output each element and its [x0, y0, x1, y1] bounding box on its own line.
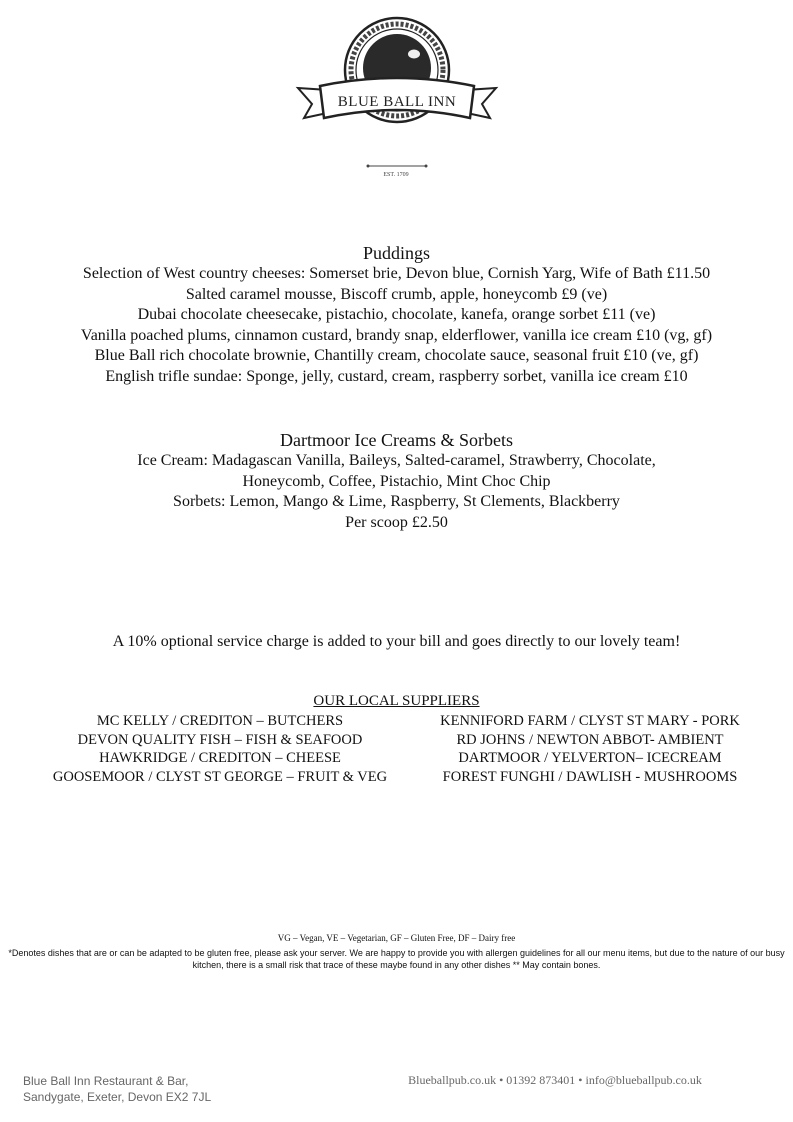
suppliers-left-column — [20, 712, 420, 786]
dietary-legend: VG – Vegan, VE – Vegetarian, GF – Gluten Free, DF – Dairy free — [277, 933, 516, 943]
ice-cream-line: Ice Cream: Madagascan Vanilla, Baileys, Salted-caramel, Strawberry, Chocolate, — [137, 452, 656, 469]
puddings-heading: Puddings — [362, 243, 431, 263]
menu-item: Salted caramel mousse, Biscoff crumb, apple, honeycomb £9 (ve) — [185, 285, 608, 303]
supplier-item: RD JOHNS / NEWTON ABBOT- AMBIENT — [456, 731, 724, 748]
supplier-item: KENNIFORD FARM / CLYST ST MARY - PORK — [440, 713, 740, 729]
blue-ball-inn-logo — [290, 8, 504, 188]
supplier-item: FOREST FUNGHI / DAWLISH - MUSHROOMS — [442, 768, 738, 785]
established-date: EST. 1709 — [383, 172, 409, 178]
logo-text: BLUE BALL INN — [337, 94, 457, 110]
menu-item: Dubai chocolate cheesecake, pistachio, chocolate, kanefa, orange sorbet £11 (ve) — [137, 306, 656, 324]
suppliers-right-column — [390, 712, 790, 786]
ice-cream-line: Sorbets: Lemon, Mango & Lime, Raspberry, St Clements, Blackberry — [173, 493, 620, 511]
address-line: Blue Ball Inn Restaurant & Bar, — [23, 1074, 189, 1088]
footer-contact: Blueballpub.co.uk • 01392 873401 • info@blueballpub.co.uk — [408, 1073, 702, 1087]
footer-address — [23, 1073, 211, 1105]
suppliers-title: OUR LOCAL SUPPLIERS — [313, 693, 480, 709]
puddings-section — [0, 243, 793, 388]
supplier-item: DEVON QUALITY FISH – FISH & SEAFOOD — [77, 731, 363, 748]
service-charge-note: A 10% optional service charge is added to your bill and goes directly to our lovely team! — [112, 633, 681, 650]
ice-cream-price: Per scoop £2.50 — [345, 513, 448, 531]
supplier-item: DARTMOOR / YELVERTON– ICECREAM — [458, 750, 722, 767]
menu-item: English trifle sundae: Sponge, jelly, custard, cream, raspberry sorbet, vanilla ice cream £10 — [105, 367, 688, 385]
allergen-disclaimer: *Denotes dishes that are or can be adapted to be gluten free, please ask your server. We are happy to provide you with allergen guidelines for all our menu items, but due to the nature of our busy kitchen, there is a small risk that trace of these maybe found in any other dishes ** May contain bones. — [8, 948, 785, 970]
menu-item: Selection of West country cheeses: Somerset brie, Devon blue, Cornish Yarg, Wife of Bath £11.50 — [82, 265, 711, 282]
supplier-item: MC KELLY / CREDITON – BUTCHERS — [96, 713, 344, 729]
menu-item: Blue Ball rich chocolate brownie, Chantilly cream, chocolate sauce, seasonal fruit £10 (ve, gf) — [94, 347, 699, 365]
address-line: Sandygate, Exeter, Devon EX2 7JL — [23, 1090, 212, 1104]
supplier-item: GOOSEMOOR / CLYST ST GEORGE – FRUIT & VEG — [52, 768, 388, 785]
menu-item: Vanilla poached plums, cinnamon custard, brandy snap, elderflower, vanilla ice cream £10 (vg, gf) — [80, 326, 713, 344]
supplier-item: HAWKRIDGE / CREDITON – CHEESE — [99, 750, 341, 767]
ice-creams-heading: Dartmoor Ice Creams & Sorbets — [280, 430, 513, 450]
ice-creams-section — [0, 430, 793, 533]
ice-cream-line: Honeycomb, Coffee, Pistachio, Mint Choc Chip — [242, 472, 551, 490]
